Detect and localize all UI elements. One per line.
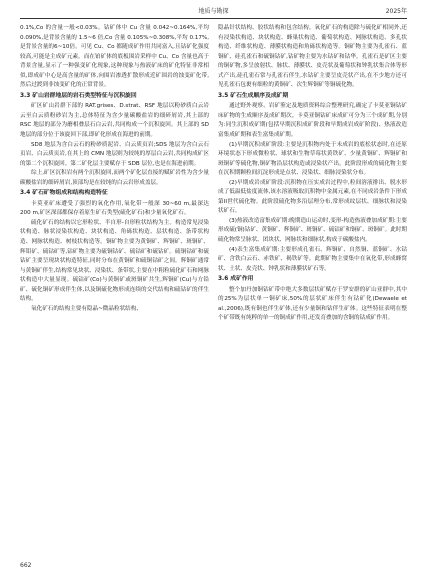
paragraph: (3)热液改造富集成矿期:晚期造山运动时,变形-构造热液叠加成矿期:主要形成硫(铜)钴矿、黄铜矿、辉铜矿、斑铜矿、硫钴矿和铜矿、斑铜矿。此时期硫化物常呈脉状、团块状、网脉状和细脉状,构成于碳酸盐内。 [218, 217, 407, 244]
left-column [20, 24, 209, 314]
paragraph: 矿区矿山岩群下部的 RAT.grises、D.strat、RSF 地层以粉砂质白云岩云至白云质粉砂岩为主,总体特征为含少量碳酸盐岩的细碎屑岩,其上部的 RSC 地层的部分为蘑相叠层石白云岩,共同构成一个沉积旋回。其上部的 SD 地层的部分位于该旋回下部,即矿化形成在海进的前期。 [20, 103, 209, 139]
paragraph: (4)表生富集成矿期:主要形成孔雀石、辉铜矿、自然铜、蓝铜矿、水钴矿、含铁白云石、赤铁矿、褐铁矿等。此期矿物主要集中在氧化带,形成蜂窝状、土状、皮壳状、钟乳状和薄膜状矿石等。 [218, 246, 407, 272]
paragraph: (2)早期成岩成矿阶段:沉积物在压实成岩过程中,粒间溶液排出、脱水形成了低温低盐度流体,该水溶液吸取沉积物中金属元素,在不同成岩条件下形成第II世代硫化物。此阶段硫化物多沿层理分布,常形成纹层状、细脉状和浸染状矿石。 [218, 179, 407, 215]
header-rule [20, 18, 407, 19]
page-number: 662 [20, 562, 32, 569]
header-year: 2025年 [385, 8, 407, 15]
running-header [20, 6, 407, 18]
section-heading: 3.6 成矿作用 [218, 276, 254, 283]
paragraph: 卡莫亚矿床遭受了强烈的氧化作用,氧化带一般深 30~60 m,最深达 200 m,矿区深部都保存着原生矿石类型(硫化矿石)和少量氧化矿石。 [20, 200, 209, 217]
journal-name: 地质与勘探 [198, 8, 229, 15]
paragraph: 通过野外观察、岩矿鉴定及地质资料综合整理研究,确定了卡莫亚铜钴矿床矿物的生成顺序及成矿期次。卡莫亚铜钴矿床成矿可分为三个成矿期,分别为:同生沉积成矿期(包括早期沉积成矿阶段和早期成岩成矿阶段)、热液改造富集成矿期和表生富集成矿期。 [218, 103, 407, 139]
paragraph: SD8 地层为含白云石的粉砂质泥岩、白云质页岩;SDS 地层为含白云石页岩、白云质页岩,在其上的 CMN 地层则为较纯的厚层白云岩,共同构成矿区的第二个沉积旋回。第二矿化层主要赋存于 SDB 层位,也是在海进前期。 [20, 141, 209, 167]
paragraph: (1)早期沉积成矿阶段:主要是沉积物内处于未成岩的底松状态时,在还原环境状态下形成微粒状、球状和生物草莓状黄铁矿、少量黄铜矿、辉铜矿和斑铜矿等硫化物,铜矿物沿层状构造或浸染状产出。此阶段形成的硫化物主要在沉积期颗粒间沉淀形成是点状、浸染状、细脉浸染状分布。 [218, 141, 407, 177]
paragraph: 整个加丹加铜钴矿带中绝大多数层状矿赋存于罗安群的矿山亚群中,其中的25%为层状单一铜矿床,50%的层状矿床伴生有钴矿化(Dewaele et al.,2006),既有铜也伴生矿体,还有少量铜和钴伴生矿体。这些特征表明在整个矿带既有纯粹的单一的铜成矿作用,还发育叠加的含铜的钴成矿作用。 [218, 286, 407, 322]
section-heading: 3.5 矿石生成顺序及成矿期 [218, 92, 289, 99]
paragraph: 硫化矿石的结构以它形粒状、半自形-自形粒状结构为主。构造常见浸染状构造、脉状浸染状构造、块状构造、角砾状构造、层状构造、条带状构造、网脉状构造、树枝状构造等。铜矿物主要为黄铜矿、辉铜矿、斑铜矿、辉钼矿、硫钴矿等,钴矿物主要为硫铜钴矿、硫钴矿和硫钴矿。硫铜钴矿和硫钴矿主要呈现块状构造特征,同时分布在黄铜矿和硫铜钴矿之间。辉铜矿通常与黄铜矿伴生,结构常见块状、浸染状、条带状,主要在中粗粒硫化矿石和网脉状构造中大量显现。硫钴矿(Co)与黄铜矿或斑铜矿共生,辉铜矿(Cu)与方铅矿、硫化铜矿形成伴生体,以及铜硫化物形成连续的交代结构和硫钴矿的伴生结构。 [20, 219, 209, 303]
paragraph: 氧化矿石的结构主要有隐晶~微晶粒状结构、 [31, 305, 142, 312]
right-column [218, 24, 407, 324]
section-heading: 3.3 矿山岩群地层的岩石类型特征与沉积旋回 [20, 92, 137, 99]
paragraph: 隐晶针状结构、胶状结构和包含结构。氧化矿石的构造除与硫化矿相同外,还有浸染状构造、块状构造、蜂巢状构造、葡萄状构造、网脉状构造、多孔状构造、纤维状构造、薄膜状构造和角砾状构造等。铜矿物主要为孔雀石、蓝铜矿、硅孔雀石和硫铜钴矿,钴矿物主要为水钴矿和钴华。孔雀石是矿区主要的铜矿物,多呈放射状、脉状、薄膜状、皮壳状及葡萄状和钟乳状集合体等形式产出,硅孔雀石常与孔雀石伴生,水钴矿主要呈皮壳状产出,在不少地方还可见孔雀石包裹有细粒的黄铜矿、次生辉铜矿等铜硫化物。 [218, 25, 407, 89]
paragraph: 0.1%,Co 的含量一般<0.03%。钴矿体中 Cu 含量 0.042~0.164%,平均 0.090%,是背景含量的 1.5~6 倍,Co 含量 0.105%~0.308%,平均 0.17%,是背景含量的6~10倍。可见 Cu、Co 都随成矿作用共同富入,且钴矿化强度较高,可能是主成矿元素。而在铂矿体的底板围岩采样中 Cu、Co 含量也高于背景含量,显示了一种强变矿化现象,这种现象与热液矿床的矿化特征非常相似,即成矿中心是高含量的矿体,向围岩渗透扩散形成近矿围岩的蚀变矿化带,然后过渡到非蚀变矿化的正常背景。 [20, 25, 209, 89]
paragraph: 综上,矿区沉积岩有两个沉积旋回,而两个矿化层直接的赋矿岩性为含少量碳酸盐岩的细碎屑岩,顶部均是在较纯的白云岩形成盖层。 [20, 170, 209, 186]
section-heading: 3.4 矿石矿物组成和结构构造特征 [20, 190, 108, 197]
